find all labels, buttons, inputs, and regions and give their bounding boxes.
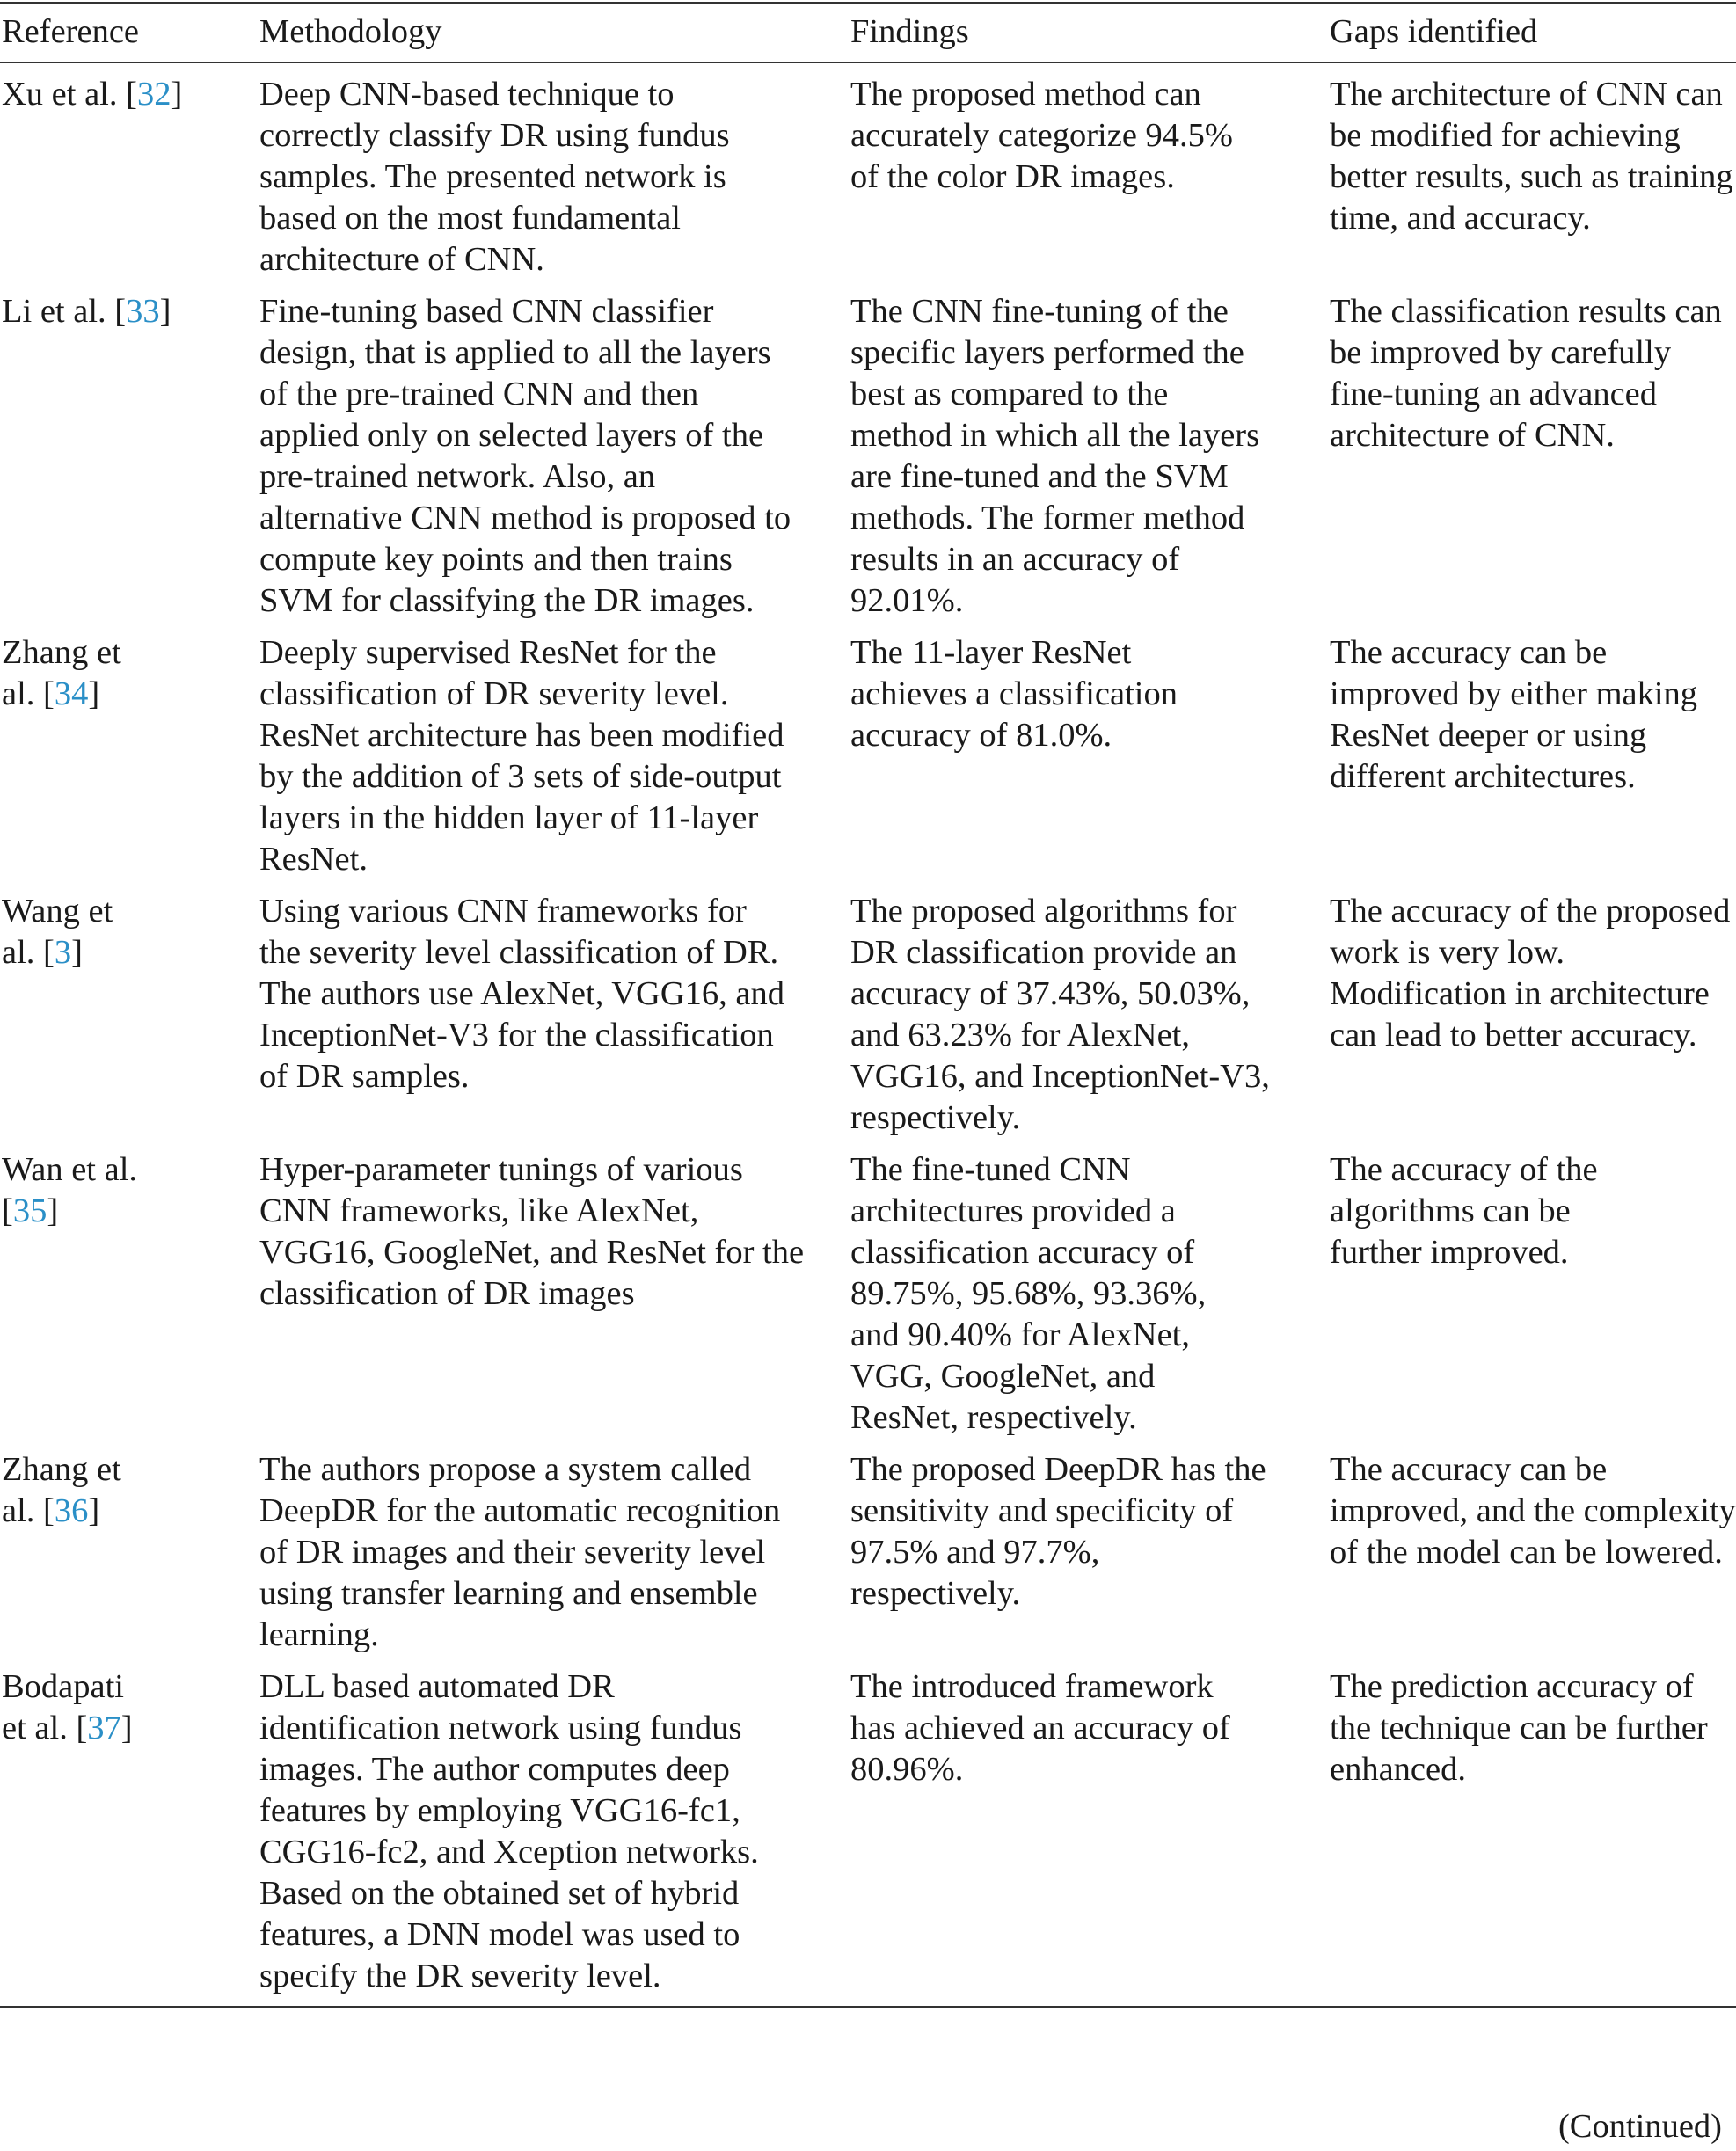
findings-cell	[850, 880, 1330, 1139]
gaps-cell	[1330, 281, 1736, 622]
reference-text: Zhang et al. [	[2, 634, 121, 712]
table-row	[0, 1139, 1736, 1439]
methodology-cell	[259, 281, 850, 622]
reference-close: ]	[88, 675, 100, 712]
reference-cell	[0, 62, 259, 281]
citation-link[interactable]: 37	[87, 1710, 121, 1746]
header-reference: Reference	[0, 3, 259, 62]
table-row	[0, 1656, 1736, 2007]
gaps-text: The accuracy of the proposed work is very low. Modification in architecture can lead to better accuracy.	[1330, 893, 1731, 1054]
reference-text: Li et al. [	[2, 293, 127, 330]
gaps-text: The accuracy can be improved by either making ResNet deeper or using different architectures.	[1330, 634, 1698, 795]
reference-text: Xu et al. [	[2, 76, 137, 113]
findings-cell	[850, 62, 1330, 281]
gaps-text: The accuracy can be improved, and the complexity of the model can be lowered.	[1330, 1451, 1736, 1571]
header-methodology: Methodology	[259, 3, 850, 62]
header-findings: Findings	[850, 3, 1330, 62]
gaps-cell	[1330, 880, 1736, 1139]
methodology-text: Deeply supervised ResNet for the classification of DR severity level. ResNet architecture has been modified by the addition of 3 sets of side-output layers in the hidden layer of 11-layer ResNet.	[259, 634, 784, 878]
reference-cell	[0, 880, 259, 1139]
citation-link[interactable]: 36	[54, 1492, 89, 1529]
findings-cell	[850, 1439, 1330, 1656]
gaps-cell	[1330, 622, 1736, 880]
methodology-cell	[259, 622, 850, 880]
citation-link[interactable]: 32	[136, 76, 171, 113]
findings-cell	[850, 281, 1330, 622]
literature-table	[0, 2, 1736, 2008]
methodology-cell	[259, 62, 850, 281]
findings-text: The proposed algorithms for DR classification provide an accuracy of 37.43%, 50.03%, and 63.23% for AlexNet, VGG16, and InceptionNet-V3, respectively.	[850, 893, 1270, 1136]
findings-text: The introduced framework has achieved an accuracy of 80.96%.	[850, 1668, 1230, 1788]
gaps-text: The accuracy of the algorithms can be further improved.	[1330, 1151, 1598, 1271]
findings-text: The proposed DeepDR has the sensitivity and specificity of 97.5% and 97.7%, respectively.	[850, 1451, 1266, 1612]
reference-cell	[0, 622, 259, 880]
findings-cell	[850, 1139, 1330, 1439]
gaps-text: The classification results can be improved by carefully fine-tuning an advanced architecture of CNN.	[1330, 293, 1722, 454]
citation-link[interactable]: 3	[54, 934, 72, 971]
header-gaps: Gaps identified	[1330, 3, 1736, 62]
gaps-cell	[1330, 1656, 1736, 2007]
reference-cell	[0, 1439, 259, 1656]
findings-text: The fine-tuned CNN architectures provided a classification accuracy of 89.75%, 95.68%, 93.36%, and 90.40% for AlexNet, VGG, GoogleNet, and ResNet, respectively.	[850, 1151, 1207, 1436]
reference-close: ]	[171, 76, 183, 113]
methodology-text: Hyper-parameter tunings of various CNN frameworks, like AlexNet, VGG16, GoogleNet, and ResNet for the classification of DR images	[259, 1151, 805, 1312]
reference-close: ]	[71, 934, 83, 971]
methodology-cell	[259, 880, 850, 1139]
table-header-row	[0, 3, 1736, 62]
reference-cell	[0, 1139, 259, 1439]
methodology-text: The authors propose a system called DeepDR for the automatic recognition of DR images and their severity level using transfer learning and ensemble learning.	[259, 1451, 781, 1653]
methodology-cell	[259, 1139, 850, 1439]
findings-cell	[850, 1656, 1330, 2007]
citation-link[interactable]: 33	[126, 293, 160, 330]
reference-text: Zhang et al. [	[2, 1451, 121, 1529]
table-row	[0, 1439, 1736, 1656]
reference-cell	[0, 1656, 259, 2007]
methodology-text: Fine-tuning based CNN classifier design, that is applied to all the layers of the pre-trained CNN and then applied only on selected layers of the pre-trained network. Also, an alternative CNN method is proposed to compute key points and then trains SVM for classifying the DR images.	[259, 293, 791, 619]
methodology-cell	[259, 1656, 850, 2007]
reference-close: ]	[47, 1192, 59, 1229]
reference-cell	[0, 281, 259, 622]
findings-cell	[850, 622, 1330, 880]
table-row	[0, 880, 1736, 1139]
gaps-cell	[1330, 62, 1736, 281]
gaps-text: The prediction accuracy of the technique can be further enhanced.	[1330, 1668, 1708, 1788]
citation-link[interactable]: 34	[54, 675, 89, 712]
table-row	[0, 62, 1736, 281]
gaps-cell	[1330, 1139, 1736, 1439]
table-row	[0, 281, 1736, 622]
methodology-text: Deep CNN-based technique to correctly classify DR using fundus samples. The presented network is based on the most fundamental architecture of CNN.	[259, 76, 730, 278]
methodology-text: Using various CNN frameworks for the severity level classification of DR. The authors use AlexNet, VGG16, and InceptionNet-V3 for the classification of DR samples.	[259, 893, 784, 1095]
gaps-text: The architecture of CNN can be modified for achieving better results, such as training time, and accuracy.	[1330, 76, 1733, 237]
reference-close: ]	[120, 1710, 133, 1746]
findings-text: The 11-layer ResNet achieves a classification accuracy of 81.0%.	[850, 634, 1178, 754]
continued-label: (Continued)	[1557, 2108, 1722, 2145]
findings-text: The CNN fine-tuning of the specific layers performed the best as compared to the method in which all the layers are fine-tuned and the SVM methods. The former method results in an accuracy of 92.01%.	[850, 293, 1260, 619]
reference-text: Bodapati et al. [	[2, 1668, 124, 1746]
methodology-text: DLL based automated DR identification network using fundus images. The author computes deep features by employing VGG16-fc1, CGG16-fc2, and Xception networks. Based on the obtained set of hybrid features, a DNN model was used to specify the DR severity level.	[259, 1668, 759, 1994]
table-row	[0, 622, 1736, 880]
citation-link[interactable]: 35	[12, 1192, 47, 1229]
reference-text: Wang et al. [	[2, 893, 113, 971]
findings-text: The proposed method can accurately categorize 94.5% of the color DR images.	[850, 76, 1234, 195]
gaps-cell	[1330, 1439, 1736, 1656]
methodology-cell	[259, 1439, 850, 1656]
reference-text: Wan et al. [	[2, 1151, 138, 1229]
reference-close: ]	[159, 293, 171, 330]
reference-close: ]	[88, 1492, 100, 1529]
